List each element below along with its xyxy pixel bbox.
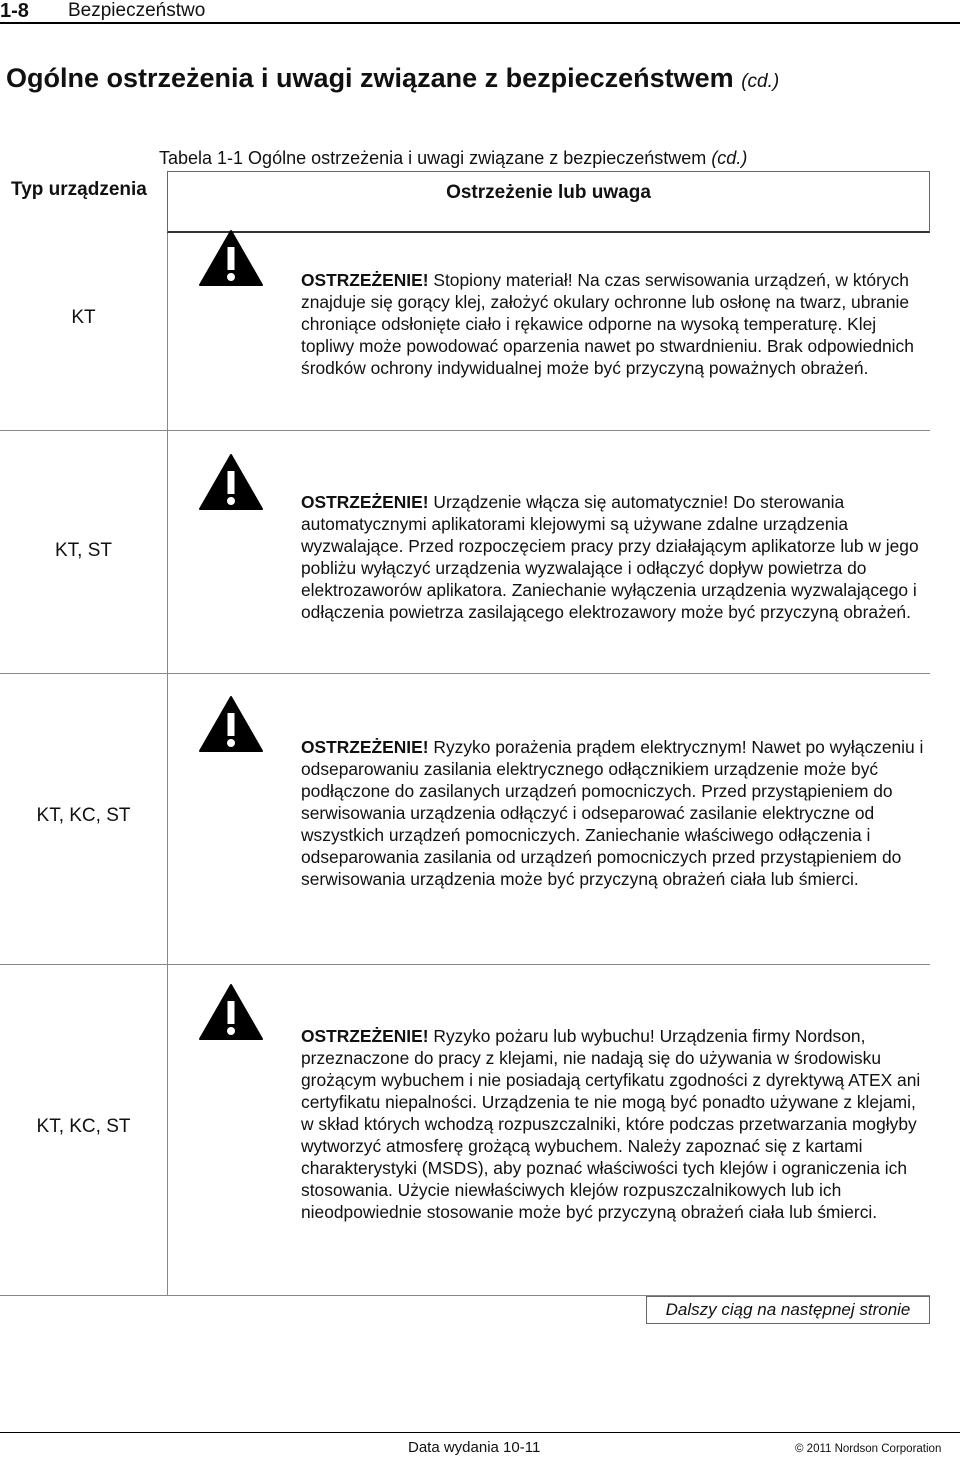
table-caption-text: Tabela 1-1 Ogólne ostrzeżenia i uwagi związane z bezpieczeństwem: [159, 148, 707, 168]
row-divider: [0, 430, 930, 431]
page-title-continued: (cd.): [741, 71, 780, 92]
warning-text: [301, 269, 929, 379]
warning-body: Stopiony materiał! Na czas serwisowania urządzeń, w których znajduje się gorący klej, założyć okulary ochronne lub osłonę na twarz, ubranie chroniące odsłonięte ciało i rękawice odporne na wysoką temperaturę. Klej topliwy może powodować oparzenia nawet po stwardnieniu. Brak odpowiednich środków ochrony indywidualnej może być przyczyną poważnych obrażeń.: [301, 270, 914, 378]
device-type-cell: KT: [71, 307, 96, 328]
row-divider: [0, 673, 930, 674]
column-divider: [167, 674, 168, 964]
table-caption-continued: (cd.): [711, 148, 748, 168]
column-divider: [167, 965, 168, 1295]
section-title: Bezpieczeństwo: [68, 0, 206, 21]
header-rule: [0, 22, 960, 24]
page-title-text: Ogólne ostrzeżenia i uwagi związane z bezpieczeństwem: [6, 63, 734, 93]
column-divider: [167, 233, 168, 430]
warning-label: OSTRZEŻENIE!: [301, 492, 429, 512]
footer-date: Data wydania 10-11: [408, 1439, 541, 1456]
footer-rule: [0, 1432, 960, 1433]
warning-triangle-icon: [198, 983, 264, 1041]
warning-text: [301, 736, 929, 890]
device-type-cell: KT, ST: [54, 540, 112, 561]
warning-label: OSTRZEŻENIE!: [301, 270, 429, 290]
continued-note: Dalszy ciąg na następnej stronie: [665, 1300, 911, 1319]
warning-text: [301, 1025, 929, 1223]
warning-label: OSTRZEŻENIE!: [301, 1026, 429, 1046]
warning-label: OSTRZEŻENIE!: [301, 737, 429, 757]
page-title: [6, 60, 779, 100]
page-number: 1-8: [0, 0, 29, 22]
warning-text: [301, 491, 929, 623]
warning-body: Urządzenie włącza się automatycznie! Do sterowania automatycznymi aplikatorami klejowymi są używane zdalne urządzenia wyzwalające. Przed rozpoczęciem pracy przy działającym aplikatorze lub w jego pobliżu wyłączyć urządzenia wyzwalające i odłączyć dopływ powietrza do elektrozaworów aplikatora. Zaniechanie wyłączenia urządzenia wyzwalającego i odłączenia powietrza zasilającego elektrozawory może być przyczyną obrażeń.: [301, 492, 919, 622]
warning-triangle-icon: [198, 695, 264, 753]
warning-body: Ryzyko porażenia prądem elektrycznym! Nawet po wyłączeniu i odseparowaniu zasilania elektrycznego odłącznikiem urządzenie może być podłączone do zasilanych urządzeń pomocniczych. Przed przystąpieniem do serwisowania urządzenia odłączyć i odseparować zasilanie elektryczne od wszystkich urządzeń pomocniczych. Zaniechanie właściwego odłączenia i odseparowania zasilania od urządzeń pomocniczych przed przystąpieniem do serwisowania urządzenia może być przyczyną obrażeń ciała lub śmierci.: [301, 737, 924, 889]
footer-copyright: © 2011 Nordson Corporation: [795, 1443, 942, 1455]
device-type-cell: KT, KC, ST: [36, 805, 131, 826]
table-caption: [159, 146, 747, 170]
warning-body: Ryzyko pożaru lub wybuchu! Urządzenia firmy Nordson, przeznaczone do pracy z klejami, nie nadają się do używania w środowisku grożącym wybuchem i nie posiadają certyfikatu zgodności z dyrektywą ATEX ani certyfikatu niepalności. Urządzenia te nie mogą być ponadto używane z klejami, w skład których wchodzą rozpuszczalniki, które podczas przetwarzania mogłyby wytworzyć atmosferę grożącą wybuchem. Należy zapoznać się z kartami charakterystyki (MSDS), aby poznać właściwości tych klejów i ograniczenia ich stosowania. Użycie niewłaściwych klejów rozpuszczalnikowych lub ich nieodpowiednie stosowanie może być przyczyną obrażeń ciała lub śmierci.: [301, 1026, 921, 1222]
row-divider: [0, 964, 930, 965]
column-header-warning: Ostrzeżenie lub uwaga: [446, 182, 651, 203]
warning-triangle-icon: [198, 229, 264, 287]
column-divider: [167, 431, 168, 673]
device-type-cell: KT, KC, ST: [36, 1116, 131, 1137]
column-header-device: Typ urządzenia: [11, 179, 147, 200]
warning-triangle-icon: [198, 453, 264, 511]
